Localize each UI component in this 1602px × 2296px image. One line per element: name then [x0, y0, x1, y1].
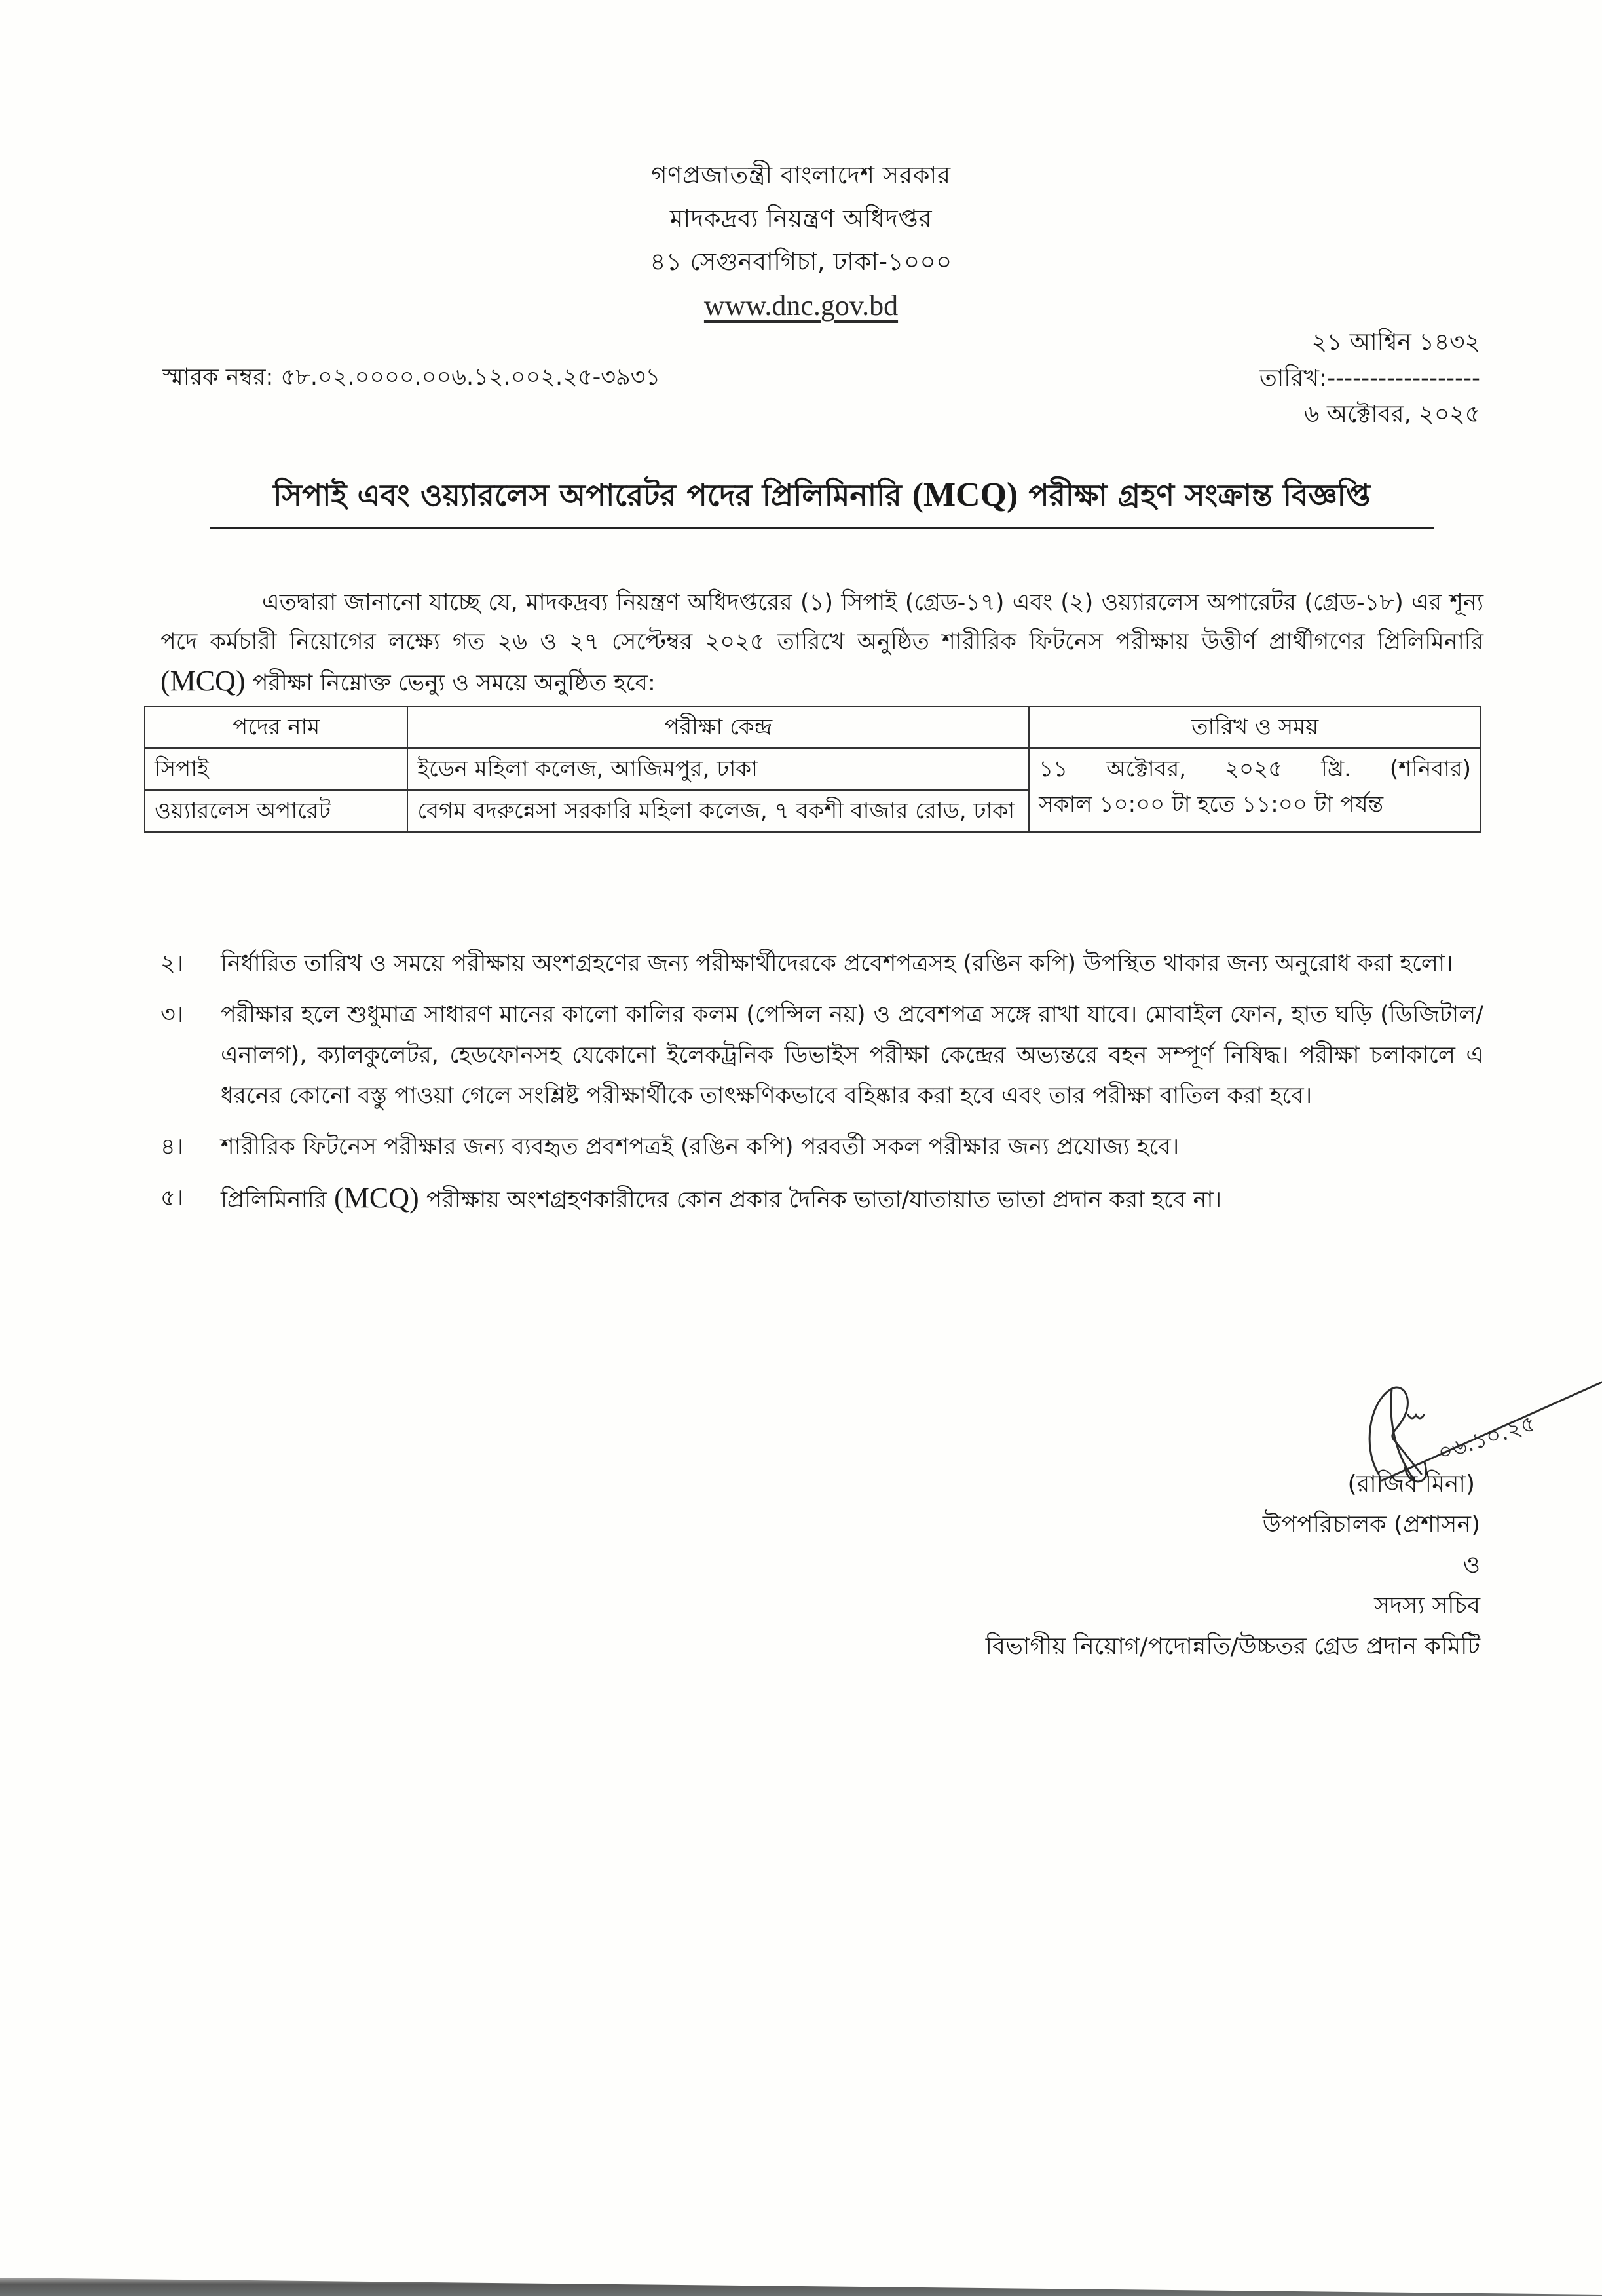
subject-part-1: সিপাই এবং ওয়্যারলেস অপারেটর পদের প্রিলিমিনারি: [273, 478, 912, 513]
table-row: [145, 748, 1481, 790]
memo-value: ৫৮.০২.০০০০.০০৬.১২.০০২.২৫-৩৯৩১: [280, 364, 661, 390]
department-address: ৪১ সেগুনবাগিচা, ঢাকা-১০০০: [650, 248, 952, 276]
intro-mcq: (MCQ): [160, 665, 246, 697]
intro-paragraph: [160, 583, 1483, 703]
item-text: নির্ধারিত তারিখ ও সময়ে পরীক্ষায় অংশগ্রহণের জন্য পরীক্ষার্থীদেরকে প্রবেশপত্রসহ (রঙিন কপি) উপস্থিত থাকার জন্য অনুরোধ করা হলো।: [221, 950, 1453, 977]
item-text: [221, 1178, 1483, 1220]
signatory-designation: উপপরিচালক (প্রশাসন): [1262, 1511, 1480, 1538]
signatory-role: সদস্য সচিব: [1374, 1592, 1480, 1619]
list-item: [160, 994, 1483, 1116]
item-number: ৪।: [160, 1134, 184, 1160]
item-mcq: (MCQ): [334, 1182, 419, 1214]
item-number: ২।: [160, 950, 184, 977]
website-link[interactable]: www.dnc.gov.bd: [703, 290, 899, 322]
exam-date: ১১ অক্টোবর, ২০২৫ খ্রি. (শনিবার): [1039, 756, 1471, 782]
post-name-cell: ওয়্যারলেস অপারেট: [145, 790, 407, 832]
table-header-row: [145, 706, 1481, 748]
subject-part-2: পরীক্ষা গ্রহণ সংক্রান্ত বিজ্ঞপ্তি: [1018, 478, 1371, 513]
header-date-time: তারিখ ও সময়: [1029, 706, 1481, 748]
item-text: শারীরিক ফিটনেস পরীক্ষার জন্য ব্যবহৃত প্রবশপত্রই (রঙিন কপি) পরবর্তী সকল পরীক্ষার জন্য প্রযোজ্য হবে।: [221, 1134, 1180, 1160]
list-item: [160, 1127, 1483, 1167]
signatory-conjunction: ও: [1462, 1552, 1480, 1579]
notice-subject: [210, 473, 1434, 529]
item-text-part-2: পরীক্ষায় অংশগ্রহণকারীদের কোন প্রকার দৈনিক ভাতা/যাতায়াত ভাতা প্রদান করা হবে না।: [419, 1187, 1222, 1213]
header-exam-center: পরীক্ষা কেন্দ্র: [407, 706, 1029, 748]
signatory-name: (রাজিব মিনা): [1347, 1471, 1475, 1497]
signatory-block: [986, 1464, 1480, 1667]
header-post-name: পদের নাম: [145, 706, 407, 748]
memo-number: [162, 359, 660, 398]
item-text-part-1: প্রিলিমিনারি: [221, 1187, 335, 1213]
bangla-date: ২১ আশ্বিন ১৪৩২: [1311, 329, 1480, 356]
list-item: [160, 943, 1483, 984]
signature-date: ০৬.১০.২৫: [1434, 1410, 1539, 1467]
list-item: [160, 1178, 1483, 1220]
intro-part-1: এতদ্বারা জানানো যাচ্ছে যে, মাদকদ্রব্য নিয়ন্ত্রণ অধিদপ্তরের (১) সিপাই (গ্রেড-১৭) এবং (২) ওয়্যারলেস অপারেটর (গ্রেড-১৮) এর শূন্য পদে কর্মচারী নিয়োগের লক্ষ্যে গত ২৬ ও ২৭ সেপ্টেম্বর ২০২৫ তারিখে অনুষ্ঠিত শারীরিক ফিটনেস পরীক্ষায় উত্তীর্ণ প্রার্থীগণের প্রিলিমিনারি: [160, 590, 1483, 655]
letterhead: [0, 154, 1602, 328]
exam-center-cell: ইডেন মহিলা কলেজ, আজিমপুর, ঢাকা: [407, 748, 1029, 790]
government-name: গণপ্রজাতন্ত্রী বাংলাদেশ সরকার: [651, 161, 951, 189]
exam-schedule-table: [144, 706, 1481, 833]
exam-time: সকাল ১০:০০ টা হতে ১১:০০ টা পর্যন্ত: [1039, 791, 1384, 818]
instruction-list: [160, 943, 1483, 1231]
memo-label: স্মারক নম্বর:: [162, 364, 274, 390]
post-name-cell: সিপাই: [145, 748, 407, 790]
item-number: ৩।: [160, 1002, 184, 1028]
scan-shadow-edge: [0, 2270, 1602, 2296]
signatory-committee: বিভাগীয় নিয়োগ/পদোন্নতি/উচ্চতর গ্রেড প্রদান কমিটি: [985, 1633, 1480, 1660]
date-time-cell: [1029, 748, 1481, 832]
intro-part-2: পরীক্ষা নিম্নোক্ত ভেন্যু ও সময়ে অনুষ্ঠিত হবে:: [245, 670, 656, 696]
item-text: পরীক্ষার হলে শুধুমাত্র সাধারণ মানের কালো কালির কলম (পেন্সিল নয়) ও প্রবেশপত্র সঙ্গে রাখা যাবে। মোবাইল ফোন, হাত ঘড়ি (ডিজিটাল/এনালগ), ক্যালকুলেটর, হেডফোনসহ যেকোনো ইলেকট্রনিক ডিভাইস পরীক্ষা কেন্দ্রের অভ্যন্তরে বহন সম্পূর্ণ নিষিদ্ধ। পরীক্ষা চলাকালে এ ধরনের কোনো বস্তু পাওয়া গেলে সংশ্লিষ্ট পরীক্ষার্থীকে তাৎক্ষণিকভাবে বহিষ্কার করা হবে এবং তার পরীক্ষা বাতিল করা হবে।: [221, 1002, 1483, 1109]
exam-center-cell: বেগম বদরুন্নেসা সরকারি মহিলা কলেজ, ৭ বকশী বাজার রোড, ঢাকা: [407, 790, 1029, 832]
item-number: ৫।: [160, 1185, 184, 1211]
date-label: তারিখ:------------------: [1259, 365, 1480, 392]
date-block: [1259, 324, 1480, 432]
department-name: মাদকদ্রব্য নিয়ন্ত্রণ অধিদপ্তর: [669, 204, 933, 233]
subject-mcq: (MCQ): [912, 476, 1018, 514]
gregorian-date: ৬ অক্টোবর, ২০২৫: [1304, 401, 1480, 428]
